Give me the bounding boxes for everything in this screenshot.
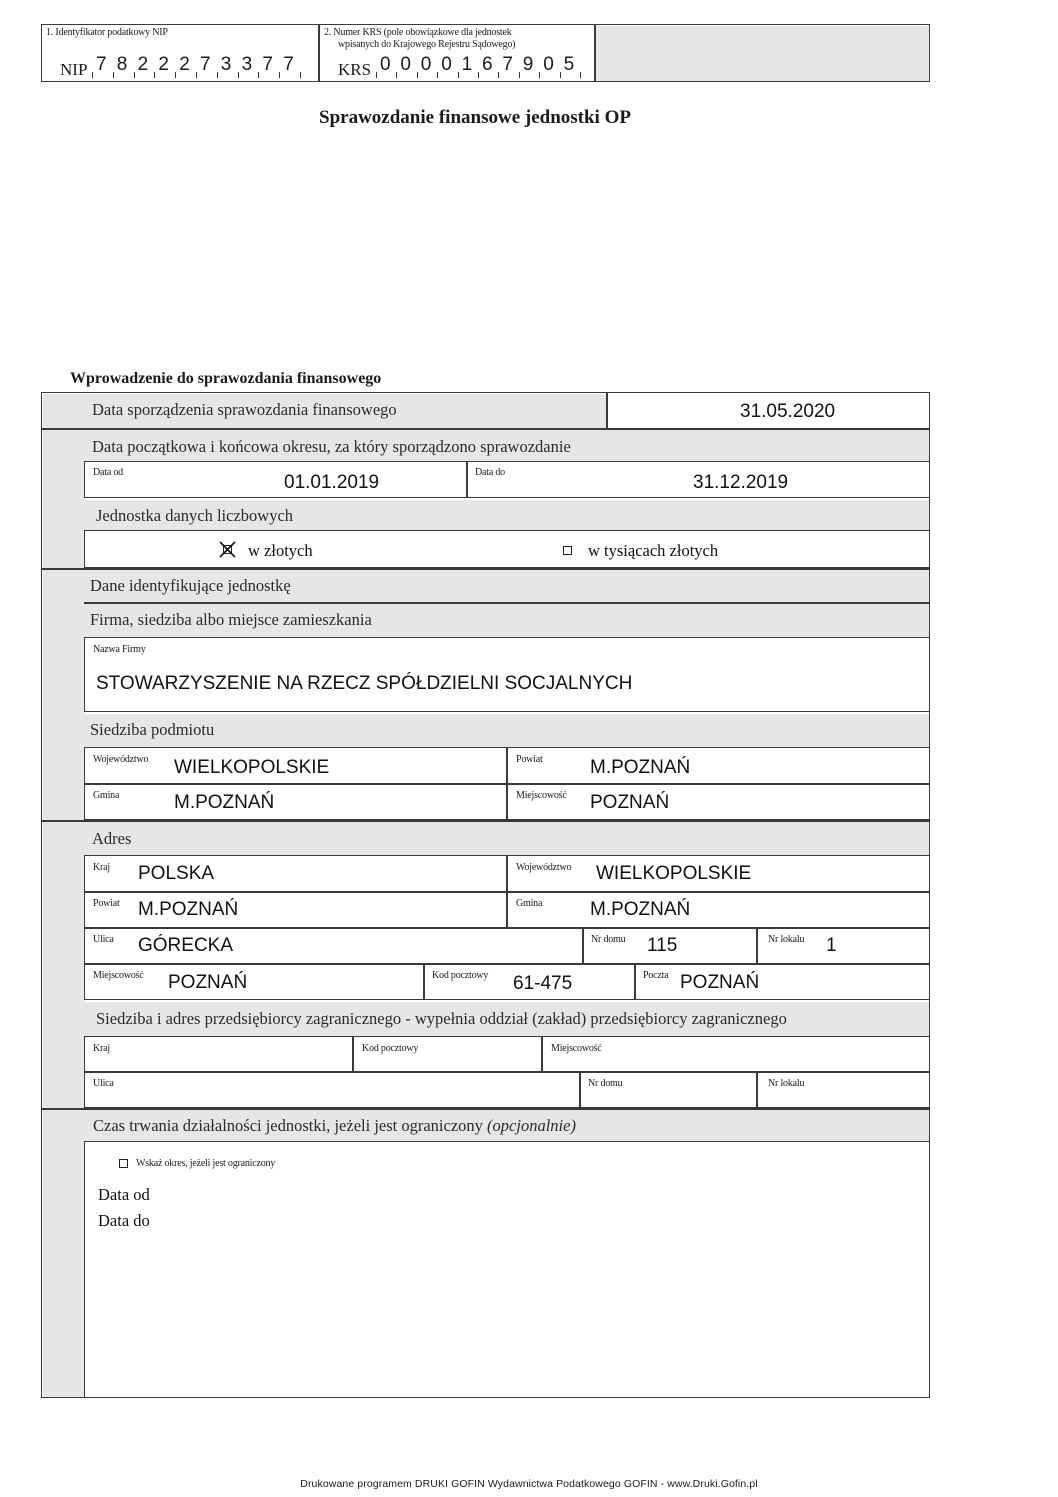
period-from-label: Data od [93, 467, 123, 478]
period-from-value[interactable]: 01.01.2019 [284, 472, 380, 493]
addr-kod-value[interactable]: 61-475 [513, 973, 573, 994]
nip-digit: 3 [220, 54, 232, 75]
nip-digit: 2 [137, 54, 149, 75]
duration-to-label: Data do [98, 1211, 150, 1230]
seat-powiat-label: Powiat [516, 754, 543, 765]
krs-digit: 5 [563, 54, 575, 75]
addr-nrlokalu-label: Nr lokalu [768, 934, 805, 945]
period-to-label: Data do [475, 467, 505, 478]
header-empty-cell [596, 26, 929, 81]
ident-label: Dane identyfikujące jednostkę [90, 576, 291, 595]
seat-gmina-label: Gmina [93, 790, 120, 801]
addr-gmina-value[interactable]: M.POZNAŃ [590, 899, 691, 920]
period-to-value[interactable]: 31.12.2019 [693, 472, 789, 493]
krs-digit: 0 [543, 54, 554, 75]
krs-digit: 6 [482, 54, 493, 75]
prep-date-label: Data sporządzenia sprawozdania finansowego [92, 400, 397, 419]
duration-fields-box [84, 1141, 930, 1398]
krs-digit: 0 [400, 54, 411, 75]
firm-label: Firma, siedziba albo miejsce zamieszkania [90, 610, 372, 629]
period-label: Data początkowa i końcowa okresu, za który sporządzono sprawozdanie [92, 437, 571, 456]
addr-kod-label: Kod pocztowy [432, 970, 489, 981]
duration-check-label: Wskaż okres, jeżeli jest ograniczony [136, 1158, 276, 1169]
krs-digit: 9 [522, 54, 534, 75]
addr-nrdomu-label: Nr domu [591, 934, 626, 945]
address-label: Adres [92, 829, 132, 848]
unit-zloty-checkbox[interactable] [219, 541, 236, 558]
nip-digit: 2 [158, 54, 169, 75]
krs-digit: 1 [461, 54, 473, 75]
addr-poczta-value[interactable]: POZNAŃ [680, 972, 760, 993]
seat-powiat-value[interactable]: M.POZNAŃ [590, 757, 691, 778]
prep-date-value[interactable]: 31.05.2020 [740, 401, 836, 422]
seat-gmina-value[interactable]: M.POZNAŃ [174, 792, 275, 813]
nip-digit: 7 [96, 54, 107, 75]
foreign-ulica-label: Ulica [93, 1078, 114, 1089]
unit-thousands-checkbox[interactable] [563, 546, 572, 555]
nip-digit: 7 [262, 54, 273, 75]
addr-woj-label: Województwo [516, 862, 572, 873]
nip-field[interactable] [92, 52, 308, 78]
addr-kraj-label: Kraj [93, 862, 110, 873]
duration-label-text: Czas trwania działalności jednostki, jeżeli jest ograniczony [93, 1116, 483, 1135]
krs-label-line1: 2. Numer KRS (pole obowiązkowe dla jednostek [324, 27, 512, 38]
addr-nrdomu-value[interactable]: 115 [647, 935, 678, 956]
addr-poczta-label: Poczta [643, 970, 669, 981]
duration-from-label: Data od [98, 1185, 150, 1204]
krs-digit: 0 [441, 54, 452, 75]
krs-digit: 0 [420, 54, 432, 75]
duration-checkbox[interactable] [119, 1159, 128, 1168]
unit-thousands-label: w tysiącach złotych [588, 541, 719, 560]
krs-prefix: KRS [338, 60, 372, 79]
seat-label: Siedziba podmiotu [90, 720, 215, 739]
nip-digit: 3 [241, 54, 253, 75]
nip-digit: 7 [200, 54, 211, 75]
unit-label: Jednostka danych liczbowych [96, 506, 294, 525]
addr-ulica-value[interactable]: GÓRECKA [138, 935, 234, 956]
foreign-nrdomu-label: Nr domu [588, 1078, 623, 1089]
nip-label: 1. Identyfikator podatkowy NIP [46, 27, 168, 38]
krs-field[interactable] [376, 52, 588, 78]
nip-digit: 8 [116, 54, 128, 75]
addr-nrlokalu-value[interactable]: 1 [826, 935, 837, 956]
addr-miejsc-label: Miejscowość [93, 970, 144, 981]
krs-label-line2: wpisanych do Krajowego Rejestru Sądowego) [338, 39, 516, 50]
duration-label-optional: (opcjonalnie) [487, 1116, 576, 1135]
unit-options-box [84, 530, 930, 568]
krs-digit: 7 [502, 54, 513, 75]
foreign-miejsc-label: Miejscowość [551, 1043, 602, 1054]
seat-woj-value[interactable]: WIELKOPOLSKIE [174, 757, 330, 778]
foreign-kod-label: Kod pocztowy [362, 1043, 419, 1054]
addr-miejsc-value[interactable]: POZNAŃ [168, 972, 248, 993]
addr-powiat-value[interactable]: M.POZNAŃ [138, 899, 239, 920]
intro-title: Wprowadzenie do sprawozdania finansowego [70, 370, 382, 387]
foreign-kraj-label: Kraj [93, 1043, 110, 1054]
addr-powiat-label: Powiat [93, 898, 120, 909]
duration-label [93, 1116, 576, 1136]
seat-miejsc-label: Miejscowość [516, 790, 567, 801]
document-title: Sprawozdanie finansowe jednostki OP [319, 107, 631, 128]
seat-woj-label: Województwo [93, 754, 149, 765]
seat-miejsc-value[interactable]: POZNAŃ [590, 792, 670, 813]
footer-text: Drukowane programem DRUKI GOFIN Wydawnictwa Podatkowego GOFIN - www.Druki.Gofin.pl [300, 1478, 758, 1490]
addr-kraj-value[interactable]: POLSKA [138, 863, 215, 884]
krs-digit: 0 [380, 54, 391, 75]
nip-digit: 2 [179, 54, 190, 75]
addr-gmina-label: Gmina [516, 898, 543, 909]
nip-prefix: NIP [60, 60, 88, 79]
foreign-label: Siedziba i adres przedsiębiorcy zagranicznego - wypełnia oddział (zakład) przedsiębiorcy zagranicznego [96, 1009, 787, 1028]
firm-name-label: Nazwa Firmy [93, 644, 146, 655]
period-fields-box [84, 461, 930, 498]
nip-digit: 7 [283, 54, 294, 75]
unit-zloty-label: w złotych [248, 541, 313, 560]
firm-name-value[interactable]: STOWARZYSZENIE NA RZECZ SPÓŁDZIELNI SOCJALNYCH [96, 673, 633, 694]
addr-ulica-label: Ulica [93, 934, 114, 945]
left-gutter [43, 394, 85, 1397]
addr-woj-value[interactable]: WIELKOPOLSKIE [596, 863, 752, 884]
foreign-nrlokalu-label: Nr lokalu [768, 1078, 805, 1089]
